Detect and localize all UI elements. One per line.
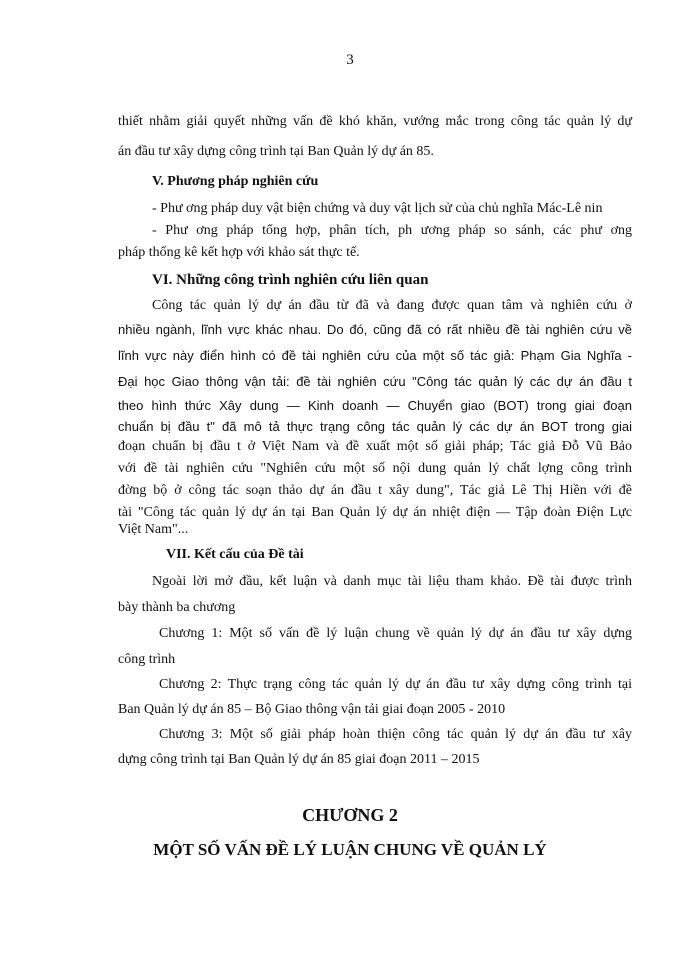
text-line: - Phư ơng pháp tổng hợp, phân tích, ph ương pháp so sánh, các phư ơng	[152, 223, 632, 238]
text-line: bày thành ba chương	[118, 600, 236, 615]
text-line: theo hình thức Xây dung — Kinh doanh — Chuyển giao (BOT) trong giai đoạn	[118, 398, 632, 413]
chapter-label: CHƯƠNG 2	[302, 805, 398, 825]
text-line: thiết nhằm giải quyết những vấn đề khó khăn, vướng mắc trong công tác quản lý dự	[118, 114, 632, 129]
text-line: đờng bộ ở công tác soạn thảo dự án đầu t xây dung", Tác giả Lê Thị Hiền với đề	[118, 483, 632, 498]
text-line: công trình	[118, 652, 176, 667]
text-line: Chương 3: Một số giải pháp hoàn thiện công tác quản lý dự án đầu tư xây	[159, 727, 632, 742]
text-line: Chương 2: Thực trạng công tác quản lý dự án đầu tư xây dựng công trình tại	[159, 677, 632, 692]
text-line: án đầu tư xây dựng công trình tại Ban Quản lý dự án 85.	[118, 144, 434, 159]
text-line: Ngoài lời mở đầu, kết luận và danh mục tài liệu tham khảo. Đề tài được trình	[152, 574, 632, 589]
text-line: Việt Nam"...	[118, 522, 189, 537]
text-line: Đại học Giao thông vận tải: đề tài nghiên cứu "Công tác quản lý các dự án đầu t	[118, 374, 632, 389]
text-line: pháp thống kê kết hợp với khảo sát thực tế.	[118, 245, 360, 260]
section-heading: VI. Những công trình nghiên cứu liên quan	[152, 272, 429, 288]
text-line: chuẩn bị đầu t" đã mô tả thực trạng công tác quản lý các dự án BOT trong giai	[118, 419, 632, 434]
text-line: lĩnh vực này điển hình có đề tài nghiên cứu của một số tác giả: Phạm Gia Nghĩa -	[118, 348, 632, 363]
page-number: 3	[346, 52, 354, 68]
section-heading: VII. Kết cấu của Đề tài	[166, 547, 304, 562]
text-line: với đề tài nghiên cứu "Nghiên cứu một số nội dung quản lý chất lợng công trình	[118, 461, 632, 476]
text-line: dựng công trình tại Ban Quản lý dự án 85 giai đoạn 2011 – 2015	[118, 752, 480, 767]
text-line: nhiều ngành, lĩnh vực khác nhau. Do đó, cũng đã có rất nhiều đề tài nghiên cứu về	[118, 322, 632, 337]
text-line: tài "Công tác quản lý dự án tại Ban Quản lý dự án nhiệt điện — Tập đoàn Điện Lực	[118, 505, 632, 520]
section-heading: V. Phương pháp nghiên cứu	[152, 174, 319, 189]
chapter-title: MỘT SỐ VẤN ĐỀ LÝ LUẬN CHUNG VỀ QUẢN LÝ	[153, 840, 547, 859]
text-line: Công tác quản lý dự án đầu từ đã và đang được quan tâm và nghiên cứu ở	[152, 298, 632, 313]
text-line: - Phư ơng pháp duy vật biện chứng và duy vật lịch sử của chủ nghĩa Mác-Lê nin	[152, 201, 603, 216]
text-line: Chương 1: Một số vấn đề lý luận chung về quản lý dự án đầu tư xây dựng	[159, 626, 632, 641]
text-line: Ban Quản lý dự án 85 – Bộ Giao thông vận tải giai đoạn 2005 - 2010	[118, 702, 506, 717]
text-line: đoạn chuẩn bị đầu t ở Việt Nam và đề xuất một số giải pháp; Tác giả Đỗ Vũ Bảo	[118, 439, 632, 454]
